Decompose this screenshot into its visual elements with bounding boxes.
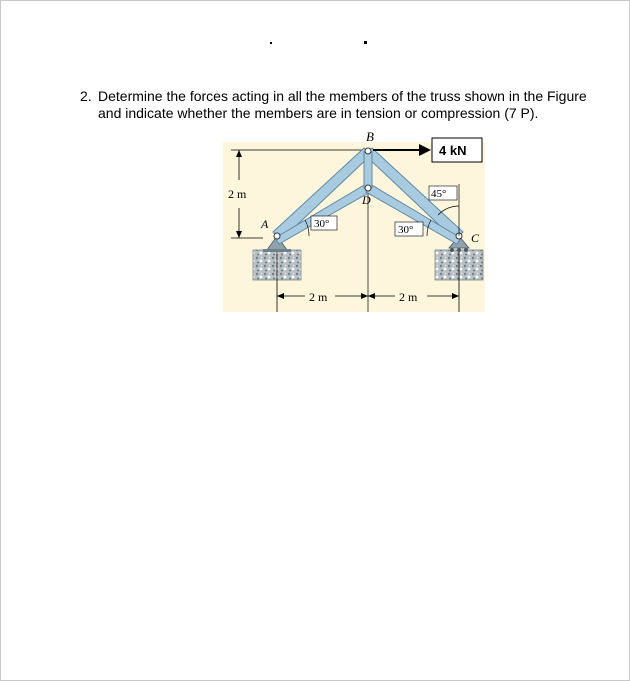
problem-text-line-1: Determine the forces acting in all the members of the truss shown in the Figure	[98, 88, 587, 104]
load-label: 4 kN	[439, 143, 467, 158]
label-b: B	[366, 129, 374, 144]
problem-number: 2.	[80, 88, 92, 104]
span-left-label: 2 m	[309, 290, 328, 304]
problem-text	[98, 88, 610, 122]
angle-c-outer-label: 45°	[431, 188, 447, 200]
scan-speck	[270, 42, 272, 44]
joint-b	[365, 148, 371, 154]
pin-support-a-base	[263, 249, 291, 252]
angle-a-label: 30°	[314, 218, 330, 230]
roller-support-c	[450, 248, 468, 252]
truss-figure	[223, 128, 485, 312]
problem-statement	[80, 88, 610, 122]
span-right-label: 2 m	[399, 290, 418, 304]
angle-c-inner-label: 30°	[398, 224, 414, 236]
joint-d	[365, 185, 371, 191]
problem-text-line-2: and indicate whether the members are in tension or compression (7 P).	[98, 105, 539, 121]
label-d: D	[362, 193, 371, 207]
label-a: A	[261, 217, 269, 231]
joint-a	[274, 233, 280, 239]
scan-speck	[364, 41, 367, 44]
label-c: C	[471, 231, 480, 245]
member-bd	[364, 152, 372, 188]
height-label: 2 m	[228, 187, 247, 201]
